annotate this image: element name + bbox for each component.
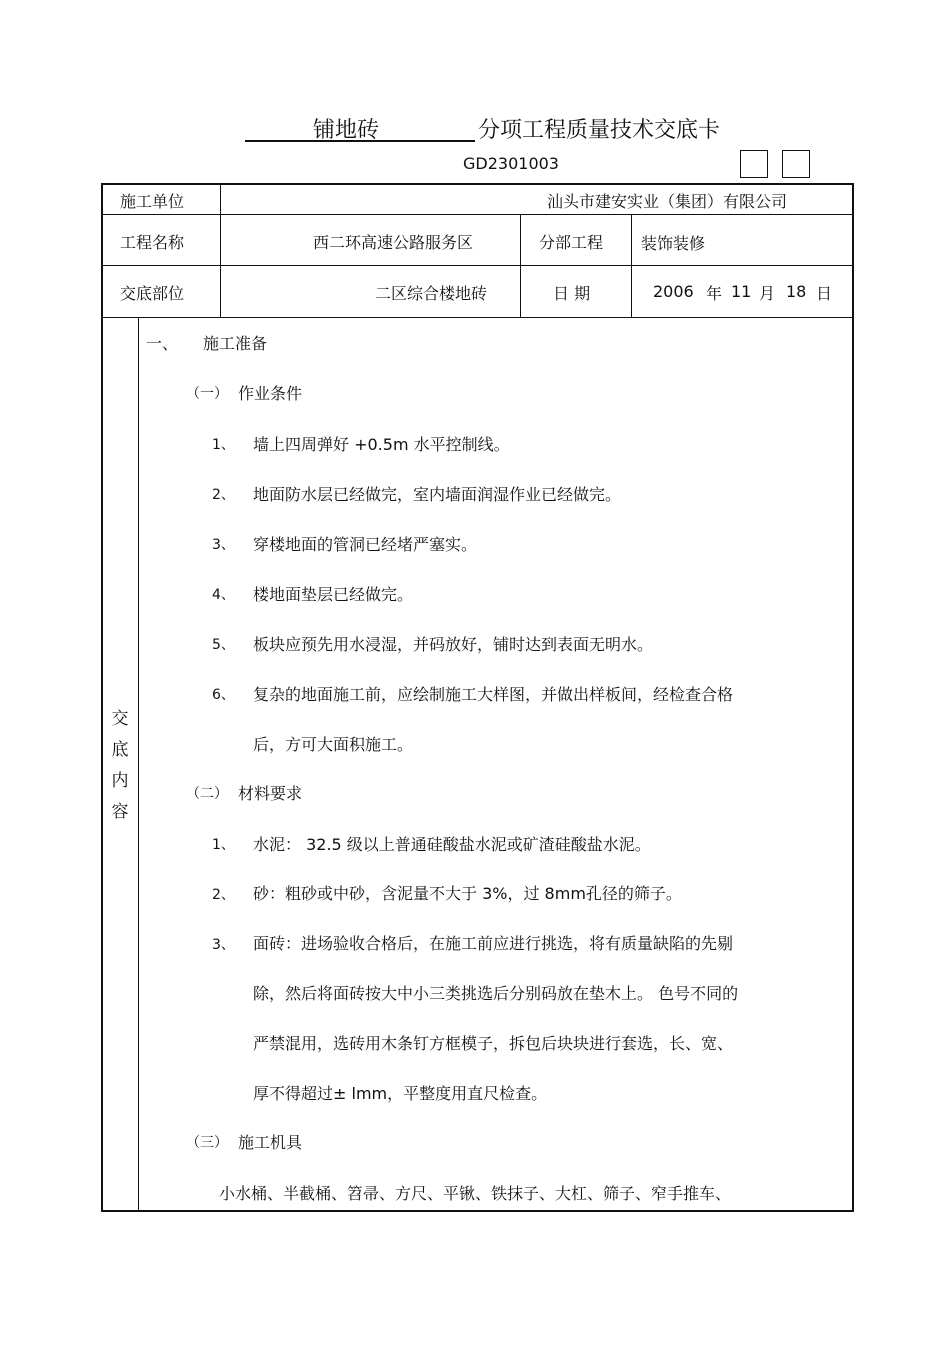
item-text: 楼地面垫层已经做完。 [253, 585, 414, 604]
item-text: 严禁混用，选砖用木条钉方框模子，拆包后块块进行套选，长、宽、 [253, 1034, 734, 1053]
date-year: 2006 [653, 282, 694, 301]
label-date: 日 期 [553, 284, 591, 303]
date-day: 18 [786, 282, 807, 301]
page-title: 分项工程质量技术交底卡 [478, 118, 721, 143]
section-title: 施工准备 [203, 334, 268, 353]
side-label-char: 交 [111, 709, 129, 729]
side-label-char: 内 [111, 771, 129, 791]
col-divider [138, 317, 139, 1211]
row-divider [101, 265, 854, 266]
label-disclosure-location: 交底部位 [120, 284, 185, 303]
subsection-title: 材料要求 [238, 784, 303, 803]
item-number: 2、 [212, 887, 235, 903]
checkbox-2[interactable] [782, 150, 810, 178]
item-number: 5、 [212, 637, 235, 653]
side-label-char: 底 [111, 740, 129, 760]
subsection-title: 施工机具 [238, 1133, 303, 1152]
subsection-number: （三） [186, 1135, 228, 1151]
table-border-bottom [101, 1210, 854, 1212]
date-year-unit: 年 [706, 284, 723, 303]
side-label [102, 704, 138, 828]
item-number: 1、 [212, 437, 235, 453]
item-text: 复杂的地面施工前，应绘制施工大样图，并做出样板间，经检查合格 [253, 685, 734, 704]
col-divider [220, 183, 221, 318]
project-name-value: 西二环高速公路服务区 [313, 233, 474, 252]
label-project-name: 工程名称 [120, 233, 185, 252]
section-number: 一、 [146, 334, 179, 353]
item-text: 水泥： 32.5 级以上普通硅酸盐水泥或矿渣硅酸盐水泥。 [253, 835, 651, 854]
tools-list: 小水桶、半截桶、笤帚、方尺、平锹、铁抹子、大杠、筛子、窄手推车、 [219, 1184, 732, 1203]
item-number: 3、 [212, 537, 235, 553]
title-subject: 铺地砖 [313, 118, 380, 143]
row-divider [101, 214, 854, 215]
item-number: 4、 [212, 587, 235, 603]
sub-project-value: 装饰装修 [641, 234, 706, 253]
subsection-title: 作业条件 [238, 384, 303, 403]
row-divider [101, 317, 854, 318]
col-divider [520, 214, 521, 318]
item-text: 墙上四周弹好 +0.5m 水平控制线。 [253, 435, 510, 454]
label-sub-project: 分部工程 [539, 233, 604, 252]
label-construction-unit: 施工单位 [120, 192, 185, 211]
item-number: 2、 [212, 487, 235, 503]
item-text: 除，然后将面砖按大中小三类挑选后分别码放在垫木上。 色号不同的 [253, 984, 739, 1003]
table-border-right [852, 183, 854, 1211]
item-number: 6、 [212, 687, 235, 703]
subsection-number: （二） [186, 786, 228, 802]
date-day-unit: 日 [816, 284, 833, 303]
item-text: 板块应预先用水浸湿，并码放好，铺时达到表面无明水。 [253, 635, 654, 654]
item-number: 3、 [212, 937, 235, 953]
subsection-number: （一） [186, 386, 228, 402]
table-border-top [101, 183, 854, 185]
item-text: 面砖：进场验收合格后，在施工前应进行挑选，将有质量缺陷的先剔 [253, 934, 734, 953]
item-text: 厚不得超过± lmm，平整度用直尺检查。 [253, 1084, 548, 1103]
disclosure-location-value: 二区综合楼地砖 [375, 284, 488, 303]
date-month: 11 [731, 282, 752, 301]
construction-unit-value: 汕头市建安实业（集团）有限公司 [547, 192, 788, 211]
item-text: 地面防水层已经做完，室内墙面润湿作业已经做完。 [253, 485, 622, 504]
item-text: 穿楼地面的管洞已经堵严塞实。 [253, 535, 478, 554]
checkbox-1[interactable] [740, 150, 768, 178]
table-border-left [101, 183, 103, 1211]
document-code: GD2301003 [463, 154, 559, 173]
date-month-unit: 月 [759, 284, 776, 303]
item-text: 后，方可大面积施工。 [253, 735, 414, 754]
col-divider [631, 214, 632, 318]
item-text: 砂：粗砂或中砂，含泥量不大于 3%，过 8mm孔径的筛子。 [253, 884, 682, 903]
side-label-char: 容 [111, 802, 129, 822]
item-number: 1、 [212, 837, 235, 853]
